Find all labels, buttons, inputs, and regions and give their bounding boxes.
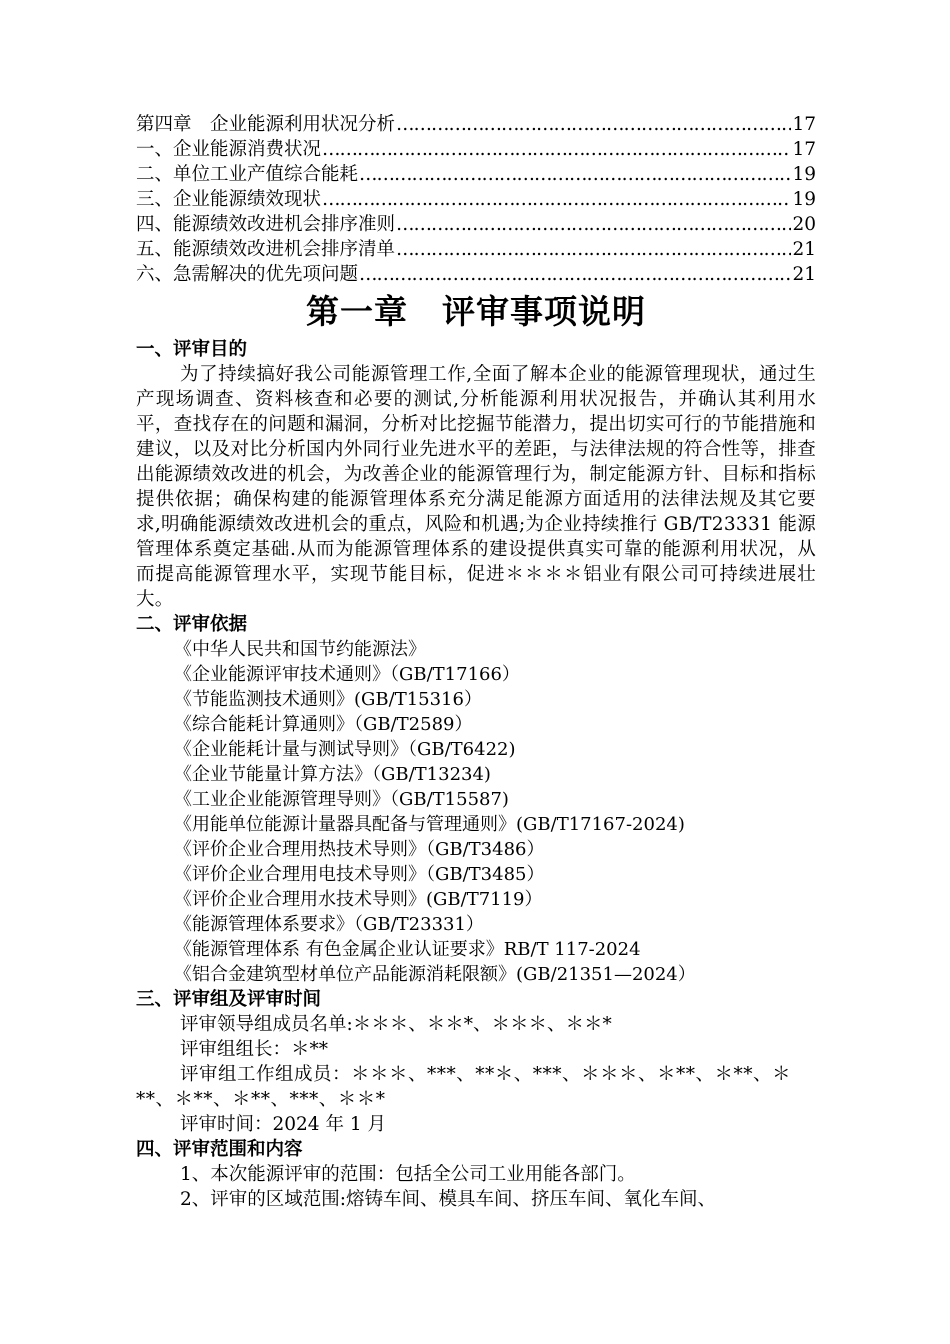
toc-entry[interactable] — [136, 187, 816, 212]
section-heading-basis: 二、评审依据 — [136, 614, 248, 635]
team-leaders: 评审领导组成员名单:＊＊＊、＊＊*、＊＊＊、＊＊* — [180, 1014, 612, 1035]
toc-entry[interactable] — [136, 162, 816, 187]
toc-entry[interactable] — [136, 112, 816, 137]
basis-item: 《企业节能量计算方法》（GB/T13234) — [174, 764, 491, 785]
section-heading-team: 三、评审组及评审时间 — [136, 989, 322, 1010]
basis-item: 《中华人民共和国节约能源法》 — [174, 639, 426, 660]
toc-entry-page: 17 — [792, 139, 816, 160]
toc-leader-dots — [322, 187, 791, 212]
toc-entry-title: 四、能源绩效改进机会排序准则 — [136, 214, 396, 235]
basis-item: 《能源管理体系要求》（GB/T23331） — [174, 914, 484, 935]
basis-item: 《用能单位能源计量器具配备与管理通则》(GB/T17167-2024) — [174, 814, 685, 835]
basis-item: 《评价企业合理用热技术导则》（GB/T3486） — [174, 839, 545, 860]
toc-leader-dots — [322, 137, 791, 162]
review-time: 评审时间：2024 年 1 月 — [180, 1114, 386, 1135]
toc-entry-title: 六、急需解决的优先项问题 — [136, 264, 359, 285]
purpose-paragraph: 为了持续搞好我公司能源管理工作,全面了解本企业的能源管理现状，通过生产现场调查、资料核查和必要的测试,分析能源利用状况报告，并确认其利用水平，查找存在的问题和漏洞，分析对比挖掘节能潜力，提出切实可行的节能措施和建议，以及对比分析国内外同行业先进水平的差距，与法律法规的符合性等，排查出能源绩效改进的机会，为改善企业的能源管理行为，制定能源方针、目标和指标提供依据；确保构建的能源管理体系充分满足能源方面适用的法律法规及其它要求,明确能源绩效改进机会的重点，风险和机遇;为企业持续推行 GB/T23331 能源管理体系奠定基础.从而为能源管理体系的建设提供真实可靠的能源利用状况，从而提高能源管理水平，实现节能目标，促进＊＊＊＊铝业有限公司可持续进展壮大。 — [136, 364, 816, 610]
toc-entry-page: 21 — [792, 264, 816, 285]
toc-entry-page: 21 — [792, 239, 816, 260]
chapter-title: 第一章 评审事项说明 — [306, 292, 646, 331]
basis-item: 《综合能耗计算通则》（GB/T2589） — [174, 714, 473, 735]
toc-entry[interactable] — [136, 137, 816, 162]
toc-leader-dots — [396, 237, 791, 262]
basis-item: 《评价企业合理用水技术导则》(GB/T7119） — [174, 889, 543, 910]
toc-entry[interactable] — [136, 237, 816, 262]
toc-entry-page: 20 — [792, 214, 816, 235]
basis-list — [136, 637, 816, 987]
basis-item: 《铝合金建筑型材单位产品能源消耗限额》(GB/21351—2024） — [174, 964, 696, 985]
basis-item: 《企业能源评审技术通则》（GB/T17166） — [174, 664, 520, 685]
toc-entry-title: 二、单位工业产值综合能耗 — [136, 164, 359, 185]
team-members: 评审组工作组成员：＊＊＊、***、**＊、***、＊＊＊、＊**、＊**、＊**、＊**、＊**、***、＊＊* — [136, 1064, 792, 1110]
team-head: 评审组组长：＊** — [180, 1039, 329, 1060]
toc-entry-title: 一、企业能源消费状况 — [136, 139, 322, 160]
scope-item-2: 2、评审的区域范围:熔铸车间、模具车间、挤压车间、氧化车间、 — [180, 1189, 717, 1210]
toc-entry-title: 三、企业能源绩效现状 — [136, 189, 322, 210]
toc-entry-page: 17 — [792, 114, 816, 135]
toc-entry-page: 19 — [792, 189, 816, 210]
toc-leader-dots — [396, 112, 791, 137]
scope-item-1: 1、本次能源评审的范围：包括全公司工业用能各部门。 — [180, 1164, 636, 1185]
basis-item: 《企业能耗计量与测试导则》（GB/T6422) — [174, 739, 516, 760]
basis-item: 《能源管理体系 有色金属企业认证要求》RB/T 117-2024 — [174, 939, 641, 960]
section-heading-purpose: 一、评审目的 — [136, 339, 248, 360]
basis-item: 《评价企业合理用电技术导则》（GB/T3485） — [174, 864, 545, 885]
toc-leader-dots — [359, 162, 791, 187]
toc-leader-dots — [359, 262, 791, 287]
basis-item: 《节能监测技术通则》(GB/T15316） — [174, 689, 482, 710]
toc-entry-title: 第四章 企业能源利用状况分析 — [136, 114, 396, 135]
toc-entry-page: 19 — [792, 164, 816, 185]
document-page — [136, 112, 816, 1212]
table-of-contents — [136, 112, 816, 287]
toc-entry[interactable] — [136, 212, 816, 237]
section-heading-scope: 四、评审范围和内容 — [136, 1139, 303, 1160]
toc-leader-dots — [396, 212, 791, 237]
toc-entry-title: 五、能源绩效改进机会排序清单 — [136, 239, 396, 260]
basis-item: 《工业企业能源管理导则》（GB/T15587) — [174, 789, 509, 810]
toc-entry[interactable] — [136, 262, 816, 287]
